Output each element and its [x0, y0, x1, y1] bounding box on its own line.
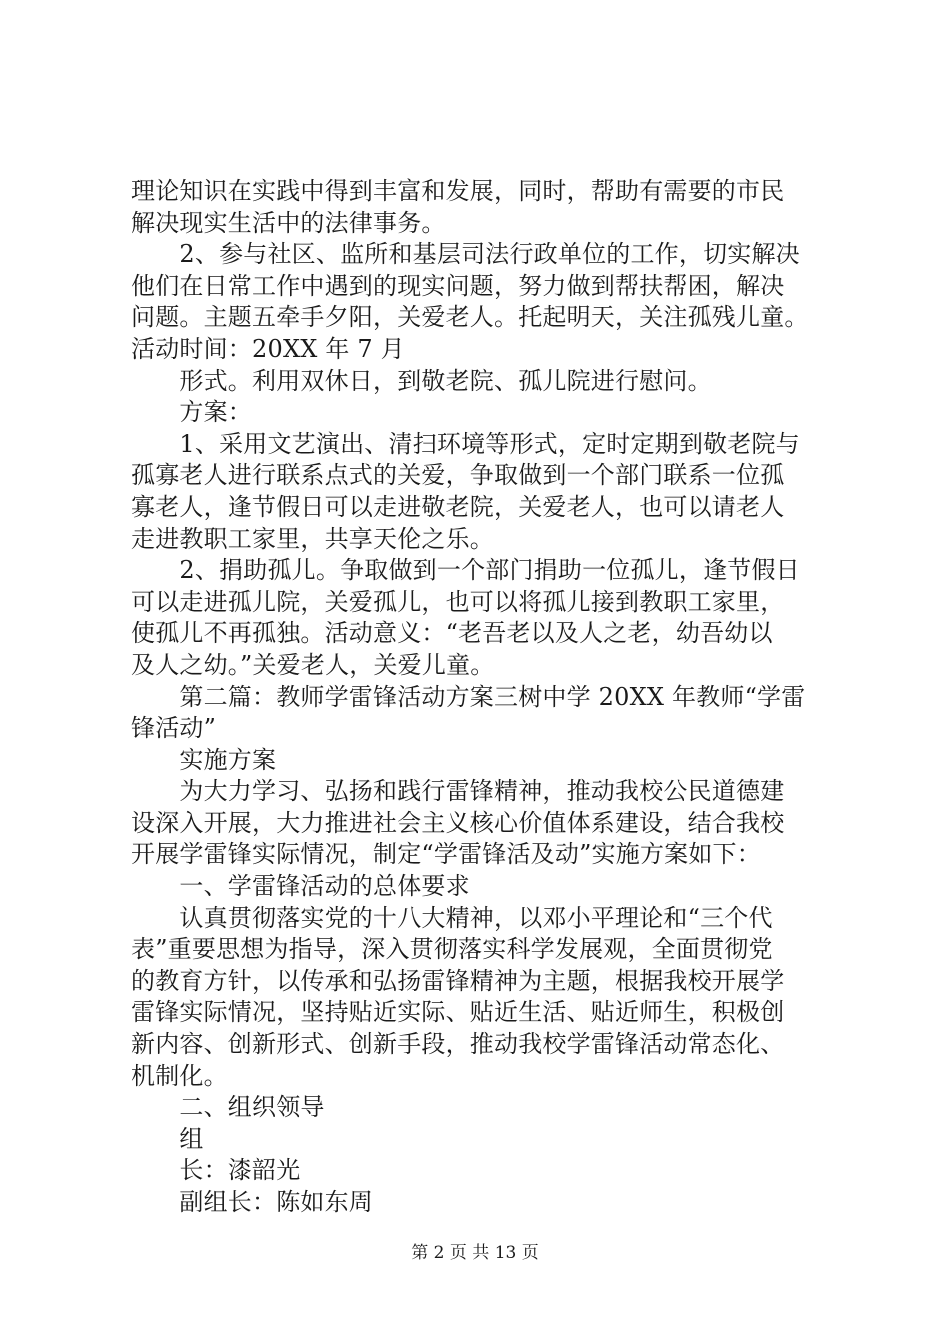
text-line: 二、组织领导	[131, 1093, 325, 1122]
text-line: 2、参与社区、监所和基层司法行政单位的工作，切实解决	[131, 240, 800, 269]
text-line: 方案：	[131, 398, 252, 427]
text-line: 活动时间：20XX 年 7 月	[131, 334, 405, 363]
text-line: 第二篇：教师学雷锋活动方案三树中学 20XX 年教师“学雷	[131, 682, 806, 711]
text-line: 形式。利用双休日，到敬老院、孤儿院进行慰问。	[131, 366, 712, 395]
page-footer: 第 2 页 共 13 页	[411, 1243, 539, 1263]
text-line: 认真贯彻落实党的十八大精神，以邓小平理论和“三个代	[131, 903, 773, 932]
text-line: 组	[131, 1124, 204, 1153]
text-line: 解决现实生活中的法律事务。	[131, 208, 446, 237]
text-line: 长：漆韶光	[131, 1156, 301, 1185]
text-line: 及人之幼。”关爱老人，关爱儿童。	[131, 650, 495, 679]
text-line: 表”重要思想为指导，深入贯彻落实科学发展观，全面贯彻党	[131, 935, 773, 964]
text-line: 问题。主题五牵手夕阳，关爱老人。托起明天，关注孤残儿童。	[131, 303, 809, 332]
document-body	[131, 176, 831, 1219]
text-line: 可以走进孤儿院，关爱孤儿，也可以将孤儿接到教职工家里，	[131, 587, 785, 616]
text-line: 一、学雷锋活动的总体要求	[131, 872, 470, 901]
text-line: 副组长：陈如东周	[131, 1188, 373, 1216]
text-line: 孤寡老人进行联系点式的关爱，争取做到一个部门联系一位孤	[131, 461, 785, 490]
text-line: 走进教职工家里，共享天伦之乐。	[131, 524, 494, 553]
text-line: 理论知识在实践中得到丰富和发展，同时，帮助有需要的市民	[131, 177, 785, 205]
text-line: 寡老人，逢节假日可以走进敬老院，关爱老人，也可以请老人	[131, 492, 785, 521]
text-line: 设深入开展，大力推进社会主义核心价值体系建设，结合我校	[131, 808, 785, 837]
text-line: 机制化。	[131, 1061, 228, 1090]
text-line: 开展学雷锋实际情况，制定“学雷锋活及动”实施方案如下：	[131, 840, 761, 869]
text-line: 使孤儿不再孤独。活动意义：“老吾老以及人之老，幼吾幼以	[131, 619, 773, 648]
text-line: 新内容、创新形式、创新手段，推动我校学雷锋活动常态化、	[131, 1030, 785, 1059]
text-line: 他们在日常工作中遇到的现实问题，努力做到帮扶帮困，解决	[131, 271, 785, 300]
text-line: 1、采用文艺演出、清扫环境等形式，定时定期到敬老院与	[131, 429, 800, 458]
text-line: 为大力学习、弘扬和践行雷锋精神，推动我校公民道德建	[131, 777, 785, 806]
text-line: 2、捐助孤儿。争取做到一个部门捐助一位孤儿，逢节假日	[131, 556, 800, 585]
text-line: 锋活动”	[131, 714, 217, 743]
text-line: 雷锋实际情况，坚持贴近实际、贴近生活、贴近师生，积极创	[131, 998, 785, 1027]
text-line: 实施方案	[131, 745, 277, 774]
text-line: 的教育方针，以传承和弘扬雷锋精神为主题，根据我校开展学	[131, 966, 785, 995]
